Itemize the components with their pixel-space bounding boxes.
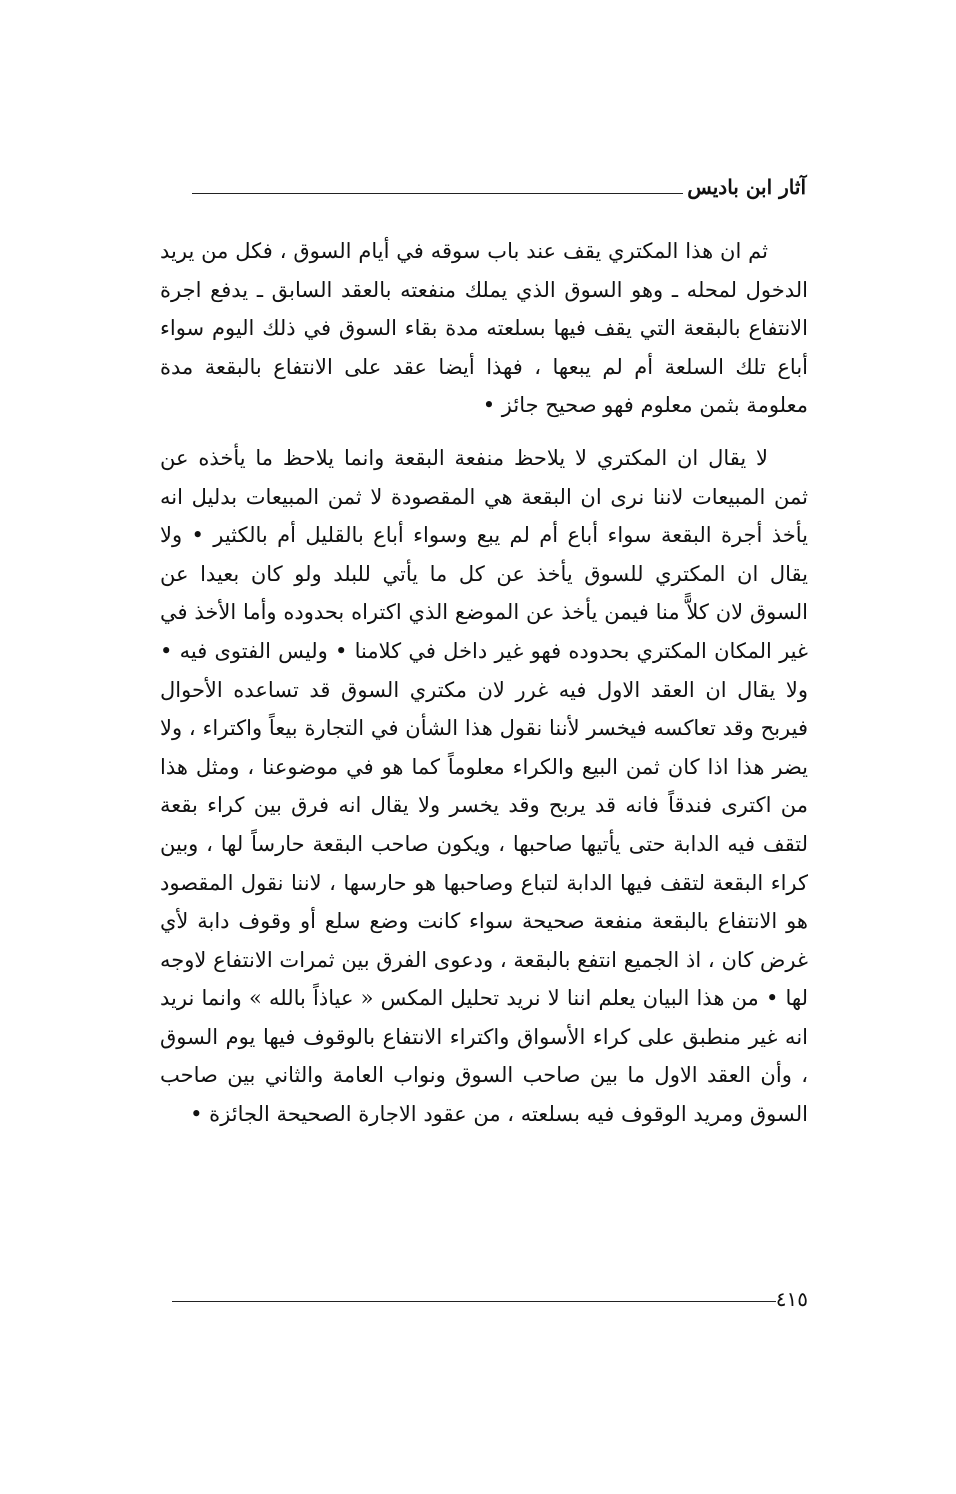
header-rule <box>192 193 683 194</box>
running-header-title: آثار ابن باديس <box>687 175 806 199</box>
paragraph: ثم ان هذا المكتري يقف عند باب سوقه في أيام السوق ، فكل من يريد الدخول لمحله ـ وهو السوق الذي يملك منفعته بالعقد السابق ـ يدفع اجرة الانتفاع بالبقعة التي يقف فيها بسلعته مدة بقاء السوق في ذلك اليوم سواء أباع تلك السلعة أم لم يبعها ، فهذا أيضا عقد على الانتفاع بالبقعة مدة معلومة بثمن معلوم فهو صحيح جائز • <box>160 239 808 418</box>
page-footer <box>160 1284 808 1314</box>
page-number: ٤١٥ <box>775 1287 808 1311</box>
running-header <box>192 170 806 204</box>
footer-rule <box>172 1301 776 1302</box>
body-text <box>160 232 808 1134</box>
paragraph: لا يقال ان المكتري لا يلاحظ منفعة البقعة وانما يلاحظ ما يأخذه عن ثمن المبيعات لاننا نرى ان البقعة هي المقصودة لا ثمن المبيعات بدليل انه يأخذ أجرة البقعة سواء أباع أم لم يبع وسواء أباع بالقليل أم بالكثير • ولا يقال ان المكتري للسوق يأخذ عن كل ما يأتي للبلد ولو كان بعيدا عن السوق لان كلاًّ منا فيمن يأخذ عن الموضع الذي اكتراه بحدوده وأما الأخذ في غير المكان المكتري بحدوده فهو غير داخل في كلامنا • وليس الفتوى فيه • ولا يقال ان العقد الاول فيه غرر لان مكتري السوق قد تساعده الأحوال فيربح وقد تعاكسه فيخسر لأننا نقول هذا الشأن في التجارة بيعاً واكتراء ، ولا يضر هذا اذا كان ثمن البيع والكراء معلوماً كما هو في موضوعنا ، ومثل هذا من اكترى فندقاً فانه قد يربح وقد يخسر ولا يقال انه فرق بين كراء بقعة لتقف فيه الدابة حتى يأتيها صاحبها ، ويكون صاحب البقعة حارساً لها ، وبين كراء البقعة لتقف فيها الدابة لتباع وصاحبها هو حارسها ، لاننا نقول المقصود هو الانتفاع بالبقعة منفعة صحيحة سواء كانت وضع سلع أو وقوف دابة لأي غرض كان ، اذ الجميع انتفع بالبقعة ، ودعوى الفرق بين ثمرات الانتفاع لاوجه لها • من هذا البيان يعلم اننا لا نريد تحليل المكس « عياذاً بالله » وانما نريد انه غير منطبق على كراء الأسواق واكتراء الانتفاع بالوقوف فيها يوم السوق ، وأن العقد الاول ما بين صاحب السوق ونواب العامة والثاني بين صاحب السوق ومريد الوقوف فيه بسلعته ، من عقود الاجارة الصحيحة الجائزة • <box>160 445 808 1127</box>
